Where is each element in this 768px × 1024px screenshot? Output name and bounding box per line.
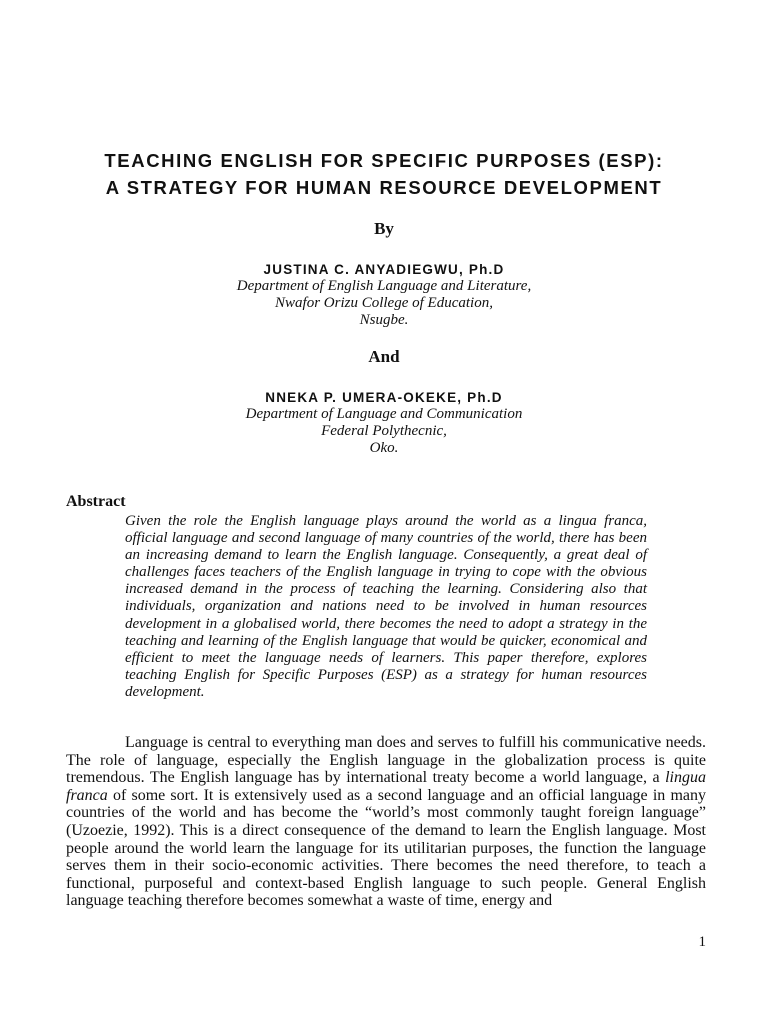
body-paragraph <box>66 734 706 910</box>
body-text <box>66 734 706 910</box>
author-1-affiliation <box>0 278 768 329</box>
body-text-part-1: Language is central to everything man does and serves to fulfill his communicative needs. The role of language, especially the English language in the globalization process is quite tremendous. The English language has by international treaty become a world language, a <box>66 734 706 787</box>
body-text-part-2: of some sort. It is extensively used as a second language and an official language in many countries of the world and has become the “world’s most commonly taught foreign language” (Uzoezie, 1992). This is a direct consequence of the demand to learn the English language. Most people around the world learn the language for its utilitarian purposes, the function the language serves them in their socio-economic activities. There becomes the need therefore, to teach a functional, purposeful and context-based English language to such people. General English language teaching therefore becomes somewhat a waste of time, energy and <box>66 786 706 910</box>
title-line-2: A STRATEGY FOR HUMAN RESOURCE DEVELOPMENT <box>105 177 663 198</box>
abstract-text: Given the role the English language plays around the world as a lingua franca, official language and second language of many countries of the world, there has been an increasing demand to learn the English language. Consequently, a great deal of challenges faces teachers of the English language in trying to cope with the obvious increased demand in the process of teaching the learning. Considering also that individuals, organization and nations need to be involved in human resources development in a globalised world, there becomes the need to adopt a strategy in the teaching and learning of the English language that would be quicker, economical and efficient to meet the language needs of learners. This paper therefore, explores teaching English for Specific Purposes (ESP) as a strategy for human resources development. <box>125 513 647 700</box>
author-2-affiliation-line: Department of Language and Communication <box>245 406 523 422</box>
abstract-heading: Abstract <box>66 493 126 510</box>
by-label: By <box>374 219 394 238</box>
title-line-1: TEACHING ENGLISH FOR SPECIFIC PURPOSES (ESP): <box>104 150 664 171</box>
author-1-affiliation-line: Nwafor Orizu College of Education, <box>275 295 493 311</box>
author-1-name: JUSTINA C. ANYADIEGWU, Ph.D <box>263 262 505 277</box>
and-label: And <box>368 347 400 366</box>
author-1-affiliation-line: Nsugbe. <box>359 312 409 328</box>
author-2-affiliation-line: Oko. <box>369 440 399 456</box>
author-2-affiliation <box>0 406 768 457</box>
author-2-name: NNEKA P. UMERA-OKEKE, Ph.D <box>265 390 503 405</box>
author-2-affiliation-line: Federal Polythecnic, <box>321 423 447 439</box>
author-1-affiliation-line: Department of English Language and Literature, <box>236 278 532 294</box>
page-number: 1 <box>698 934 706 950</box>
body-italic-term: lingua franca <box>66 769 706 804</box>
